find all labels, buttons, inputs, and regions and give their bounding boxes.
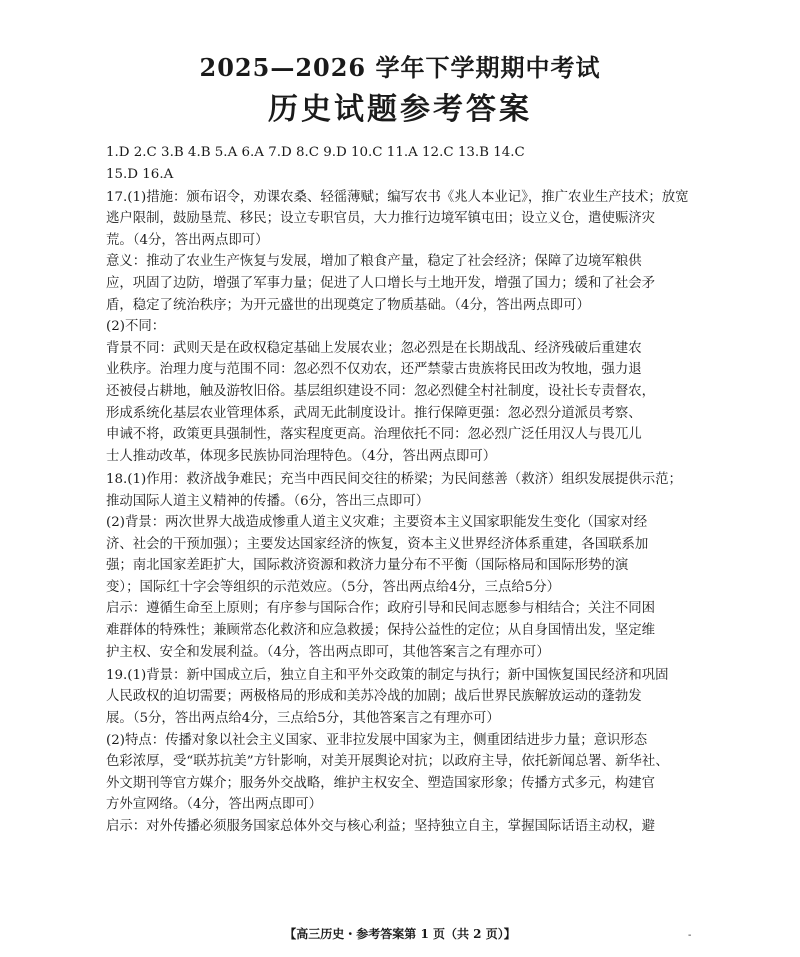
answer-line: 方外宣网络。（4分，答出两点即可） bbox=[106, 797, 323, 813]
answer-line: 推动国际人道主义精神的传播。（6分，答出三点即可） bbox=[106, 493, 430, 509]
answer-line: 人民政权的迫切需要；两极格局的形成和美苏冷战的加剧；战后世界民族解放运动的蓬勃发 bbox=[106, 689, 642, 705]
answer-line: 外文期刊等官方媒介；服务外交战略，维护主权安全、塑造国家形象；传播方式多元，构建官 bbox=[106, 775, 656, 791]
answer-line: 还被侵占耕地，触及游牧旧俗。基层组织建设不同：忽必烈健全村社制度，设社长专责督农， bbox=[106, 384, 656, 400]
answer-line: 背景不同：武则天是在政权稳定基础上发展农业；忽必烈是在长期战乱、经济残破后重建农 bbox=[106, 340, 642, 356]
answer-line: 逃户限制，鼓励垦荒、移民；设立专职官员，大力推行边境军镇屯田；设立义仓，遣使赈济灾 bbox=[106, 211, 656, 227]
corner-mark: - bbox=[688, 930, 692, 941]
answer-line: 济、社会的干预加强）；主要发达国家经济的恢复，资本主义世界经济体系重建，各国联系加 bbox=[106, 536, 649, 552]
answer-line: 申诫不将，政策更具强制性，落实程度更高。治理依托不同：忽必烈广泛任用汉人与畏兀儿 bbox=[106, 427, 642, 443]
answer-content bbox=[106, 142, 696, 838]
answer-line: (2)不同： bbox=[106, 319, 166, 335]
answer-line: 启示：遵循生命至上原则；有序参与国际合作；政府引导和民间志愿参与相结合；关注不同困 bbox=[106, 601, 656, 617]
answer-line: 应，巩固了边防，增强了军事力量；促进了人口增长与土地开发，增强了国力；缓和了社会矛 bbox=[106, 276, 656, 292]
answer-line: 展。（5分，答出两点给4分，三点给5分，其他答案言之有理亦可） bbox=[106, 710, 500, 726]
answer-line: 士人推动改革，体现多民族协同治理特色。（4分，答出两点即可） bbox=[106, 448, 497, 464]
page-footer: 【高三历史・参考答案第 1 页（共 2 页）】 bbox=[284, 927, 516, 941]
answer-line: 强；南北国家差距扩大，国际救济资源和救济力量分布不平衡（国际格局和国际形势的演 bbox=[106, 558, 629, 574]
answer-line: 启示：对外传播必须服务国家总体外交与核心利益；坚持独立自主，掌握国际话语主动权，避 bbox=[106, 818, 656, 834]
answer-line: 17.(1)措施：颁布诏令，劝课农桑、轻徭薄赋；编写农书《兆人本业记》，推广农业生产技术；放宽 bbox=[106, 189, 689, 205]
answer-line: 业秩序。治理力度与范围不同：忽必烈不仅劝农，还严禁蒙古贵族将民田改为牧地，强力退 bbox=[106, 362, 642, 378]
answer-line: 18.(1)作用：救济战争难民；充当中西民间交往的桥梁；为民间慈善（救济）组织发展提供示范； bbox=[106, 471, 682, 487]
answer-line: 盾，稳定了统治秩序；为开元盛世的出现奠定了物质基础。（4分，答出两点即可） bbox=[106, 297, 590, 313]
answer-line: 护主权、安全和发展利益。（4分，答出两点即可，其他答案言之有理亦可） bbox=[106, 644, 550, 660]
exam-subtitle: 历史试题参考答案 bbox=[268, 92, 532, 127]
answer-line: 意义：推动了农业生产恢复与发展，增加了粮食产量，稳定了社会经济；保障了边境军粮供 bbox=[106, 254, 642, 270]
answer-line: (2)背景：两次世界大战造成惨重人道主义灾难；主要资本主义国家职能发生变化（国家对经 bbox=[106, 515, 648, 531]
answer-line: 形成系统化基层农业管理体系，武周无此制度设计。推行保障更强：忽必烈分道派员考察、 bbox=[106, 405, 642, 421]
answer-line: (2)特点：传播对象以社会主义国家、亚非拉发展中国家为主，侧重团结进步力量；意识形态 bbox=[106, 732, 648, 748]
exam-title: 2025—2026 学年下学期期中考试 bbox=[199, 53, 601, 82]
answer-line: 15.D 16.A bbox=[106, 166, 174, 182]
answer-line: 荒。（4分，答出两点即可） bbox=[106, 232, 269, 248]
answer-line: 色彩浓厚，受“联苏抗美”方针影响，对美开展舆论对抗；以政府主导，依托新闻总署、新华社、 bbox=[106, 754, 669, 770]
answer-line: 19.(1)背景：新中国成立后，独立自主和平外交政策的制定与执行；新中国恢复国民经济和巩固 bbox=[106, 667, 669, 683]
answer-line: 变）；国际红十字会等组织的示范效应。（5分，答出两点给4分，三点给5分） bbox=[106, 579, 561, 595]
answer-line: 难群体的特殊性；兼顾常态化救济和应急救援；保持公益性的定位；从自身国情出发，坚定维 bbox=[106, 623, 656, 639]
answer-line: 1.D 2.C 3.B 4.B 5.A 6.A 7.D 8.C 9.D 10.C 11.A 12.C 13.B 14.C bbox=[106, 145, 525, 160]
